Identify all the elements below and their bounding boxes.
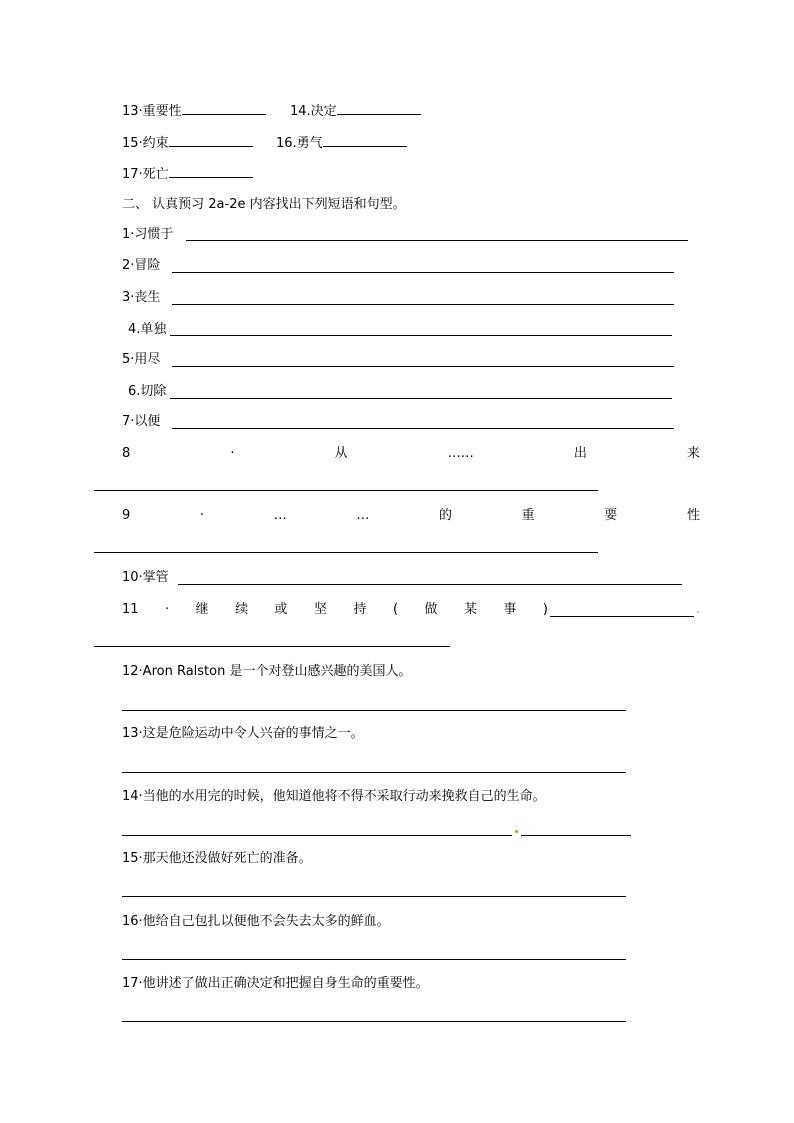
- phrase-char: 持: [353, 602, 367, 617]
- phrase-label-6: 6.切除: [128, 384, 167, 399]
- answer-line-10[interactable]: [178, 584, 682, 585]
- phrase-char: ·: [199, 508, 205, 523]
- sentence-15: 15·那天他还没做好死亡的准备。: [122, 851, 312, 866]
- answer-line-1[interactable]: [186, 240, 688, 241]
- sentence-13: 13·这是危险运动中令人兴奋的事情之一。: [122, 726, 364, 741]
- phrase-char: ……: [447, 446, 474, 461]
- answer-line-16[interactable]: [122, 959, 626, 960]
- answer-line-9[interactable]: [94, 552, 598, 553]
- phrase-label-3: 3·丧生: [122, 290, 161, 305]
- answer-line-15[interactable]: [122, 896, 626, 897]
- phrase-char: 继: [195, 602, 209, 617]
- sentence-16: 16·他给自己包扎以便他不会失去太多的鲜血。: [122, 914, 390, 929]
- vocab-label: 15·约束: [122, 136, 169, 151]
- answer-line-5[interactable]: [172, 366, 674, 367]
- phrase-label-5: 5·用尽: [122, 352, 161, 367]
- phrase-char: …: [273, 508, 287, 523]
- phrase-char: ·: [165, 602, 170, 617]
- sentence-12: 12·Aron Ralston 是一个对登山感兴趣的美国人。: [122, 664, 412, 679]
- answer-line-14a[interactable]: [122, 835, 512, 836]
- phrase-char: 11: [122, 602, 139, 617]
- phrase-char: 从: [334, 446, 348, 461]
- phrase-char: 8: [122, 446, 131, 461]
- phrase-char: 出: [573, 446, 587, 461]
- answer-line-3[interactable]: [172, 304, 674, 305]
- answer-line-8[interactable]: [94, 490, 598, 491]
- phrase-label-7: 7·以便: [122, 414, 161, 429]
- answer-line-14b[interactable]: [521, 835, 631, 836]
- vocab-label: 17·死亡: [122, 167, 169, 182]
- phrase-label-8: [122, 446, 700, 462]
- phrase-char: 续: [235, 602, 249, 617]
- phrase-label-9: [122, 508, 700, 524]
- phrase-char: ·: [230, 446, 235, 461]
- answer-line-13[interactable]: [122, 772, 626, 773]
- answer-blank[interactable]: [323, 134, 407, 147]
- vocab-label: 13·重要性: [122, 104, 182, 119]
- vocab-item-13: [122, 102, 266, 120]
- vocab-label: 14.决定: [290, 104, 337, 119]
- section-two-heading: 二、 认真预习 2a-2e 内容找出下列短语和句型。: [122, 197, 406, 212]
- answer-line-11a[interactable]: [550, 616, 694, 617]
- vocab-item-15: [122, 134, 253, 152]
- vocab-item-14: [290, 102, 421, 120]
- comma-mark-icon: [515, 830, 518, 833]
- answer-blank[interactable]: [169, 134, 253, 147]
- phrase-label-10: 10·掌管: [122, 570, 169, 585]
- phrase-char: 9: [122, 508, 131, 523]
- answer-line-4[interactable]: [170, 335, 672, 336]
- phrase-char: ): [542, 602, 548, 617]
- vocab-item-16: [276, 134, 407, 152]
- phrase-char: 或: [274, 602, 288, 617]
- vocab-item-17: [122, 165, 253, 183]
- phrase-char: 要: [604, 508, 618, 523]
- answer-blank[interactable]: [337, 102, 421, 115]
- phrase-char: 做: [424, 602, 438, 617]
- phrase-label-11: [122, 602, 548, 618]
- phrase-char: 重: [521, 508, 535, 523]
- answer-line-11b[interactable]: [94, 646, 450, 647]
- answer-blank[interactable]: [169, 165, 253, 178]
- answer-line-12[interactable]: [122, 710, 626, 711]
- phrase-char: 事: [503, 602, 517, 617]
- phrase-char: …: [356, 508, 370, 523]
- phrase-label-1: 1·习惯于: [122, 227, 174, 242]
- answer-line-17[interactable]: [122, 1021, 626, 1022]
- vocab-label: 16.勇气: [276, 136, 323, 151]
- phrase-char: (: [392, 602, 399, 617]
- answer-line-6[interactable]: [170, 398, 672, 399]
- phrase-char: 坚: [314, 602, 328, 617]
- sentence-17: 17·他讲述了做出正确决定和把握自身生命的重要性。: [122, 976, 429, 991]
- answer-line-2[interactable]: [172, 272, 674, 273]
- phrase-char: 性: [686, 508, 700, 523]
- phrase-11-end-mark: .: [696, 602, 701, 617]
- phrase-label-2: 2·冒险: [122, 258, 161, 273]
- answer-line-7[interactable]: [172, 428, 674, 429]
- phrase-char: 的: [438, 508, 452, 523]
- phrase-char: 某: [463, 602, 477, 617]
- answer-blank[interactable]: [182, 102, 266, 115]
- sentence-14: 14·当他的水用完的时候，他知道他将不得不采取行动来挽救自己的生命。: [122, 789, 546, 804]
- phrase-label-4: 4.单独: [128, 322, 167, 337]
- phrase-char: 来: [686, 446, 700, 461]
